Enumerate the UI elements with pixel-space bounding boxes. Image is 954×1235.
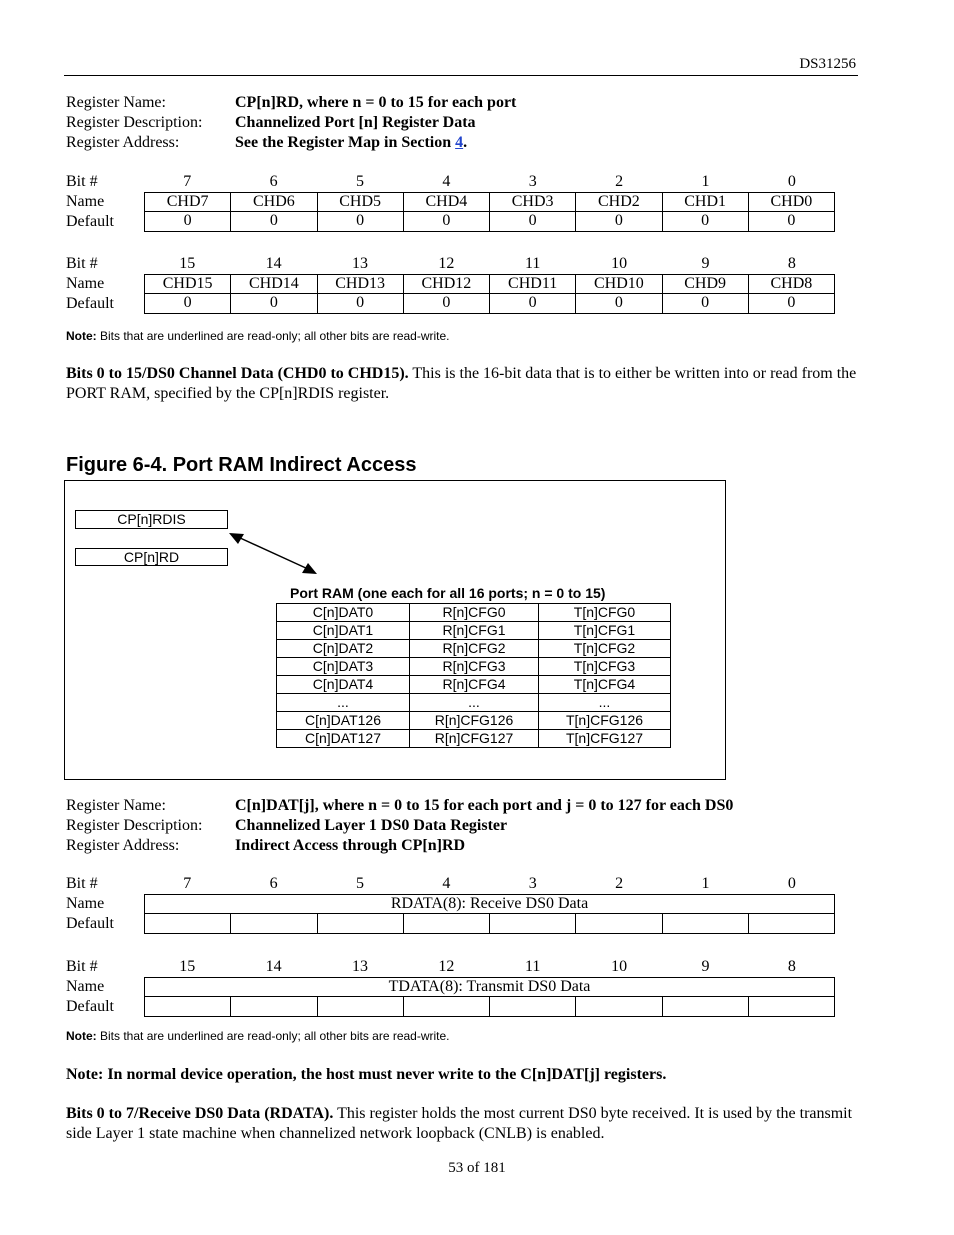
bit-number: 2 [615, 875, 624, 892]
bit-number: 6 [269, 173, 278, 190]
bit-number: 6 [269, 875, 278, 892]
default-cell [230, 997, 316, 1016]
ram-cell: R[n]CFG126 [410, 712, 539, 730]
table-row [277, 640, 671, 658]
table-row [277, 604, 671, 622]
ram-cell: T[n]CFG0 [539, 604, 671, 622]
default-cell [748, 997, 834, 1016]
default-cell [403, 997, 489, 1016]
ram-cell: T[n]CFG126 [539, 712, 671, 730]
register1-bits-description [66, 364, 858, 404]
bit-number: 15 [179, 958, 196, 975]
document-id: DS31256 [799, 56, 856, 72]
default-cell [489, 997, 575, 1016]
default-cell: 0 [403, 294, 489, 313]
ram-cell: T[n]CFG3 [539, 658, 671, 676]
bits-desc-heading: Bits 0 to 15/DS0 Channel Data (CHD0 to CHD15). [66, 365, 409, 382]
default-cell: 0 [748, 212, 834, 231]
bits-desc-text: This register holds the most current DS0 byte received. It is used by the transmit side Layer 1 state machine when channelized network loopback (CNLB) is enabled. [66, 1105, 853, 1142]
bit-name-cell: CHD12 [403, 275, 489, 293]
default-cell [662, 997, 748, 1016]
bits-desc-text: This is the 16-bit data that is to either be written into or read from the PORT RAM, specified by the CP[n]RDIS register. [66, 365, 857, 402]
ram-cell: T[n]CFG2 [539, 640, 671, 658]
default-cell [748, 914, 834, 933]
ram-cell: C[n]DAT0 [277, 604, 410, 622]
bit-label: Bit # [66, 255, 98, 272]
bit-number: 9 [701, 255, 710, 272]
reg-addr-label: Register Address: [66, 837, 180, 854]
reg-addr: Indirect Access through CP[n]RD [235, 837, 466, 854]
table-row [277, 730, 671, 748]
register1-low-table [66, 172, 836, 232]
default-cell: 0 [317, 212, 403, 231]
reg-desc-label: Register Description: [66, 114, 203, 131]
note-label: Note: [66, 329, 97, 343]
default-cell: 0 [183, 294, 192, 311]
ram-cell: R[n]CFG1 [410, 622, 539, 640]
bit-name-cell: CHD10 [575, 275, 661, 293]
reg-name-label: Register Name: [66, 94, 166, 111]
bit-name-cell: CHD3 [489, 193, 575, 211]
default-cell: 0 [748, 294, 834, 313]
bit-name-cell: CHD11 [489, 275, 575, 293]
default-cell [145, 997, 230, 1016]
bit-name-cell: CHD0 [748, 193, 834, 211]
bit-name-cell: CHD15 [162, 275, 213, 292]
default-cell: 0 [489, 212, 575, 231]
ram-cell: ... [539, 694, 671, 712]
bidirectional-arrow-icon [220, 525, 330, 580]
name-label: Name [66, 193, 105, 210]
note-label: Note: [66, 1029, 97, 1043]
default-cell [317, 997, 403, 1016]
default-label: Default [66, 998, 114, 1015]
ram-cell: C[n]DAT1 [277, 622, 410, 640]
default-label: Default [66, 213, 114, 230]
bit-name-cell: CHD14 [230, 275, 316, 293]
bit-name-cell: CHD6 [230, 193, 316, 211]
ram-cell: ... [410, 694, 539, 712]
field-name-cell: TDATA(8): Transmit DS0 Data [388, 978, 591, 995]
bit-number: 5 [355, 173, 364, 190]
reg-addr-prefix: See the Register Map in Section [235, 134, 456, 151]
ram-cell: T[n]CFG127 [539, 730, 671, 748]
table-row [277, 622, 671, 640]
cpnrd-box: CP[n]RD [75, 548, 228, 566]
default-cell: 0 [230, 294, 316, 313]
default-cell [662, 914, 748, 933]
reg-name: CP[n]RD, where n = 0 to 15 for each port [235, 94, 517, 111]
bit-name-cell: CHD9 [662, 275, 748, 293]
bit-label: Bit # [66, 958, 98, 975]
name-label: Name [66, 895, 105, 912]
bit-number: 3 [528, 173, 537, 190]
table-row [277, 658, 671, 676]
default-cell [403, 914, 489, 933]
bit-name-cell: CHD1 [662, 193, 748, 211]
default-cell [489, 914, 575, 933]
bit-label: Bit # [66, 173, 98, 190]
ram-cell: R[n]CFG127 [410, 730, 539, 748]
default-label: Default [66, 915, 114, 932]
ram-cell: R[n]CFG0 [410, 604, 539, 622]
bit-number: 13 [351, 255, 368, 272]
ram-cell: T[n]CFG1 [539, 622, 671, 640]
default-label: Default [66, 295, 114, 312]
bit-number: 4 [442, 173, 451, 190]
field-name-cell: RDATA(8): Receive DS0 Data [390, 895, 589, 912]
bit-number: 1 [701, 173, 710, 190]
bit-number: 8 [787, 255, 796, 272]
table-row [277, 676, 671, 694]
reg-desc: Channelized Port [n] Register Data [235, 114, 476, 131]
ram-cell: C[n]DAT126 [277, 712, 410, 730]
default-cell: 0 [489, 294, 575, 313]
bit-number: 5 [355, 875, 364, 892]
reg-addr-label: Register Address: [66, 134, 180, 151]
bit-name-cell: CHD2 [575, 193, 661, 211]
section-link[interactable]: 4 [455, 134, 464, 151]
bit-name-cell: CHD13 [317, 275, 403, 293]
note-text: Bits that are underlined are read-only; all other bits are read-write. [96, 329, 450, 343]
bit-number: 8 [787, 958, 796, 975]
ram-cell: C[n]DAT4 [277, 676, 410, 694]
page-number: 53 of 181 [448, 1160, 506, 1176]
bit-number: 7 [183, 875, 192, 892]
bits-desc-heading: Bits 0 to 7/Receive DS0 Data (RDATA). [66, 1105, 334, 1122]
default-cell: 0 [662, 294, 748, 313]
bit-number: 11 [524, 958, 541, 975]
ram-cell: R[n]CFG4 [410, 676, 539, 694]
bit-number: 14 [265, 255, 282, 272]
port-ram-table [276, 603, 671, 748]
ram-cell: T[n]CFG4 [539, 676, 671, 694]
default-cell: 0 [403, 212, 489, 231]
bit-number: 0 [787, 173, 796, 190]
ram-cell: C[n]DAT127 [277, 730, 410, 748]
reg-name-label: Register Name: [66, 797, 166, 814]
default-cell: 0 [230, 212, 316, 231]
bit-name-cell: CHD7 [166, 193, 209, 210]
bit-label: Bit # [66, 875, 98, 892]
write-warning: Note: In normal device operation, the host must never write to the C[n]DAT[j] registers. [66, 1066, 667, 1083]
figure-title: Figure 6-4. Port RAM Indirect Access [66, 454, 417, 476]
default-cell [317, 914, 403, 933]
bit-number: 2 [615, 173, 624, 190]
bit-number: 10 [611, 255, 628, 272]
cpnrdis-box: CP[n]RDIS [75, 510, 228, 529]
table-row [277, 712, 671, 730]
bit-number: 0 [787, 875, 796, 892]
register1-meta [66, 93, 516, 153]
reg-addr-suffix: . [463, 134, 468, 151]
ram-cell: R[n]CFG2 [410, 640, 539, 658]
default-cell: 0 [575, 294, 661, 313]
bit-name-cell: CHD4 [403, 193, 489, 211]
bit-name-cell: CHD8 [748, 275, 834, 293]
name-label: Name [66, 978, 105, 995]
port-ram-title: Port RAM (one each for all 16 ports; n = 0 to 15) [290, 585, 606, 601]
ram-cell: C[n]DAT2 [277, 640, 410, 658]
ram-cell: ... [277, 694, 410, 712]
table-row [277, 694, 671, 712]
default-cell [575, 997, 661, 1016]
bit-number: 12 [438, 958, 455, 975]
default-cell [230, 914, 316, 933]
reg-desc: Channelized Layer 1 DS0 Data Register [235, 817, 508, 834]
bit-number: 11 [524, 255, 541, 272]
register2-note [66, 1029, 450, 1043]
register1-high-table [66, 254, 836, 314]
bit-number: 13 [351, 958, 368, 975]
bit-number: 15 [179, 255, 196, 272]
register2-meta [66, 796, 733, 856]
note-text: Bits that are underlined are read-only; all other bits are read-write. [96, 1029, 450, 1043]
bit-number: 10 [611, 958, 628, 975]
bit-number: 4 [442, 875, 451, 892]
register1-note [66, 329, 450, 343]
bit-name-cell: CHD5 [317, 193, 403, 211]
default-cell: 0 [575, 212, 661, 231]
reg-name: C[n]DAT[j], where n = 0 to 15 for each port and j = 0 to 127 for each DS0 [235, 797, 734, 814]
default-cell [575, 914, 661, 933]
default-cell [145, 914, 230, 933]
bit-number: 14 [265, 958, 282, 975]
default-cell: 0 [183, 212, 192, 229]
bit-number: 3 [528, 875, 537, 892]
default-cell: 0 [662, 212, 748, 231]
register2-low-table [66, 874, 836, 934]
name-label: Name [66, 275, 105, 292]
ram-cell: R[n]CFG3 [410, 658, 539, 676]
ram-cell: C[n]DAT3 [277, 658, 410, 676]
bit-number: 1 [701, 875, 710, 892]
reg-desc-label: Register Description: [66, 817, 203, 834]
default-cell: 0 [317, 294, 403, 313]
bit-number: 12 [438, 255, 455, 272]
header-rule [64, 75, 858, 76]
register2-high-table [66, 957, 836, 1017]
register2-bits-description [66, 1104, 858, 1144]
bit-number: 7 [183, 173, 192, 190]
bit-number: 9 [701, 958, 710, 975]
